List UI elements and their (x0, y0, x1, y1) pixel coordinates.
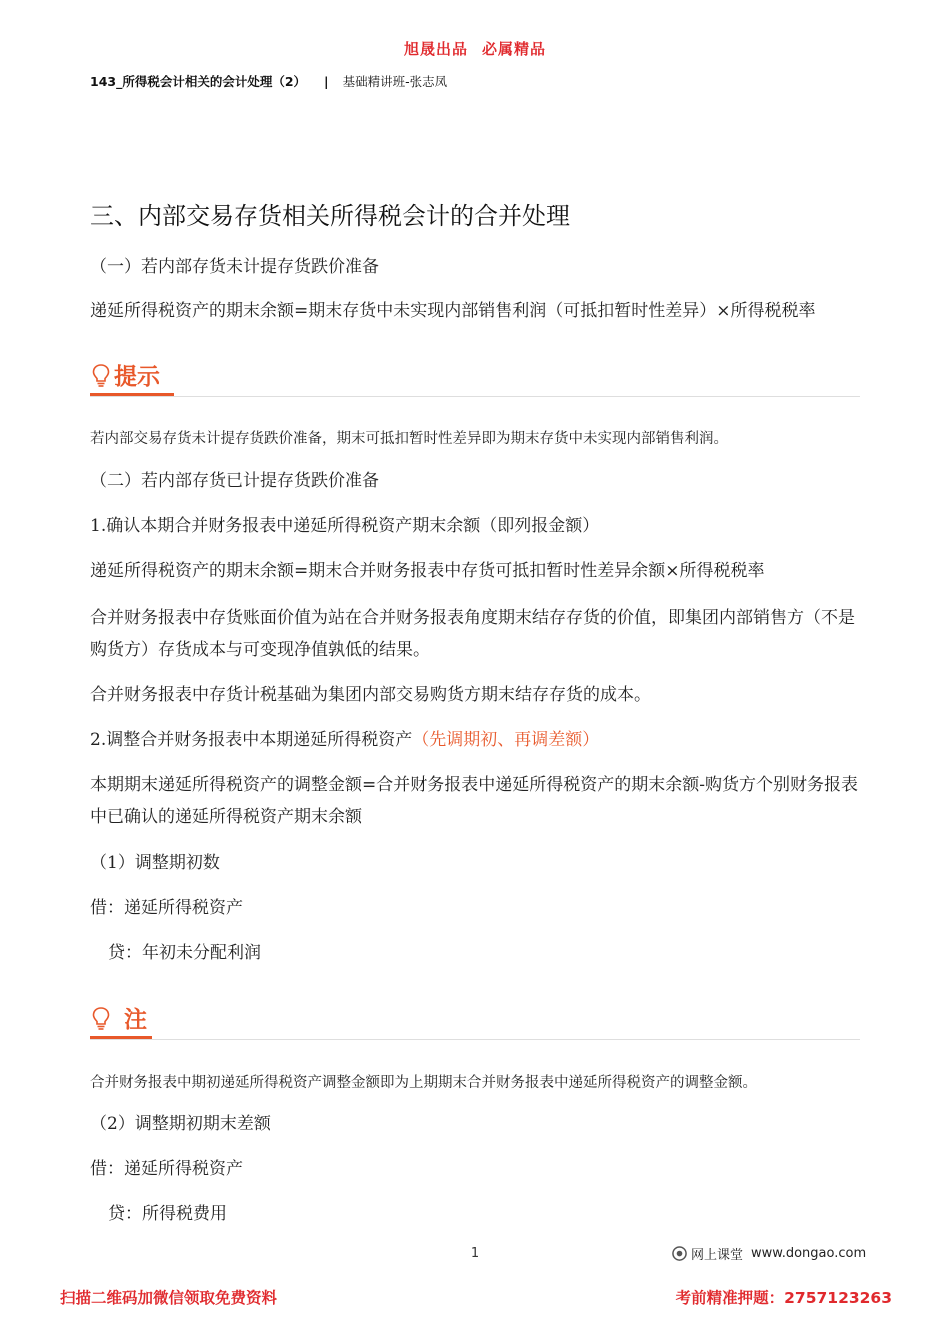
book-value-paragraph: 合并财务报表中存货账面价值为站在合并财务报表角度期末结存存货的价值，即集团内部销售方（不是购货方）存货成本与可变现净值孰低的结果。 (90, 608, 855, 660)
course-name: 基础精讲班-张志凤 (342, 74, 448, 89)
brand-url[interactable]: www.dongao.com (751, 1246, 867, 1261)
adjust-2-credit: 贷：所得税费用 (108, 1204, 227, 1224)
footer-brand (672, 1244, 866, 1263)
page-number: 1 (470, 1246, 480, 1261)
step-2-text: 2.调整合并财务报表中本期递延所得税资产 (90, 730, 413, 750)
tax-base-paragraph: 合并财务报表中存货计税基础为集团内部交易购货方期末结存存货的成本。 (90, 685, 651, 705)
banner-right: 必属精品 (482, 40, 547, 58)
note-label: 注 (124, 1006, 147, 1033)
brand-name: 网上课堂 (691, 1248, 744, 1263)
step-1: 1.确认本期合并财务报表中递延所得税资产期末余额（即列报金额） (90, 516, 600, 536)
step-2 (90, 724, 865, 756)
adjust-1-debit: 借：递延所得税资产 (90, 898, 243, 918)
dongao-logo-icon (672, 1246, 687, 1261)
lightbulb-icon (90, 362, 112, 388)
formula-2: 递延所得税资产的期末余额=期末合并财务报表中存货可抵扣暂时性差异余额×所得税税率 (90, 561, 765, 581)
formula-1: 递延所得税资产的期末余额=期末存货中未实现内部销售利润（可抵扣暂时性差异）×所得税税率 (90, 301, 816, 321)
header-separator: | (324, 74, 329, 89)
step-2-highlight: （先调期初、再调差额） (412, 730, 600, 750)
lightbulb-icon (90, 1005, 112, 1031)
tip-box-header (90, 356, 860, 397)
banner-left: 旭晟出品 (403, 40, 468, 58)
adjust-1-title: （1）调整期初数 (90, 853, 220, 873)
tip-text: 若内部交易存货未计提存货跌价准备，期末可抵扣暂时性差异即为期末存货中未实现内部销售利润。 (90, 431, 728, 447)
note-text: 合并财务报表中期初递延所得税资产调整金额即为上期期末合并财务报表中递延所得税资产的调整金额。 (90, 1075, 757, 1091)
tip-label-wrap (90, 356, 174, 396)
adjust-amount-paragraph: 本期期末递延所得税资产的调整金额=合并财务报表中递延所得税资产的期末余额-购货方个别财务报表中已确认的递延所得税资产期末余额 (90, 775, 858, 827)
section-heading: 三、内部交易存货相关所得税会计的合并处理 (90, 202, 570, 230)
subheading-2: （二）若内部存货已计提存货跌价准备 (90, 471, 379, 491)
tip-label: 提示 (114, 363, 160, 390)
adjust-2-debit: 借：递延所得税资产 (90, 1159, 243, 1179)
lesson-title: 143_所得税会计相关的会计处理（2） (90, 74, 307, 89)
adjust-1-credit: 贷：年初未分配利润 (108, 943, 261, 963)
note-label-wrap (90, 999, 152, 1039)
subheading-1: （一）若内部存货未计提存货跌价准备 (90, 257, 379, 277)
promo-right: 考前精准押题：2757123263 (675, 1289, 892, 1307)
document-header (90, 72, 447, 90)
adjust-2-title: （2）调整期初期末差额 (90, 1114, 271, 1134)
note-box-header (90, 999, 860, 1040)
promo-left: 扫描二维码加微信领取免费资料 (60, 1289, 278, 1307)
top-banner (0, 38, 950, 59)
